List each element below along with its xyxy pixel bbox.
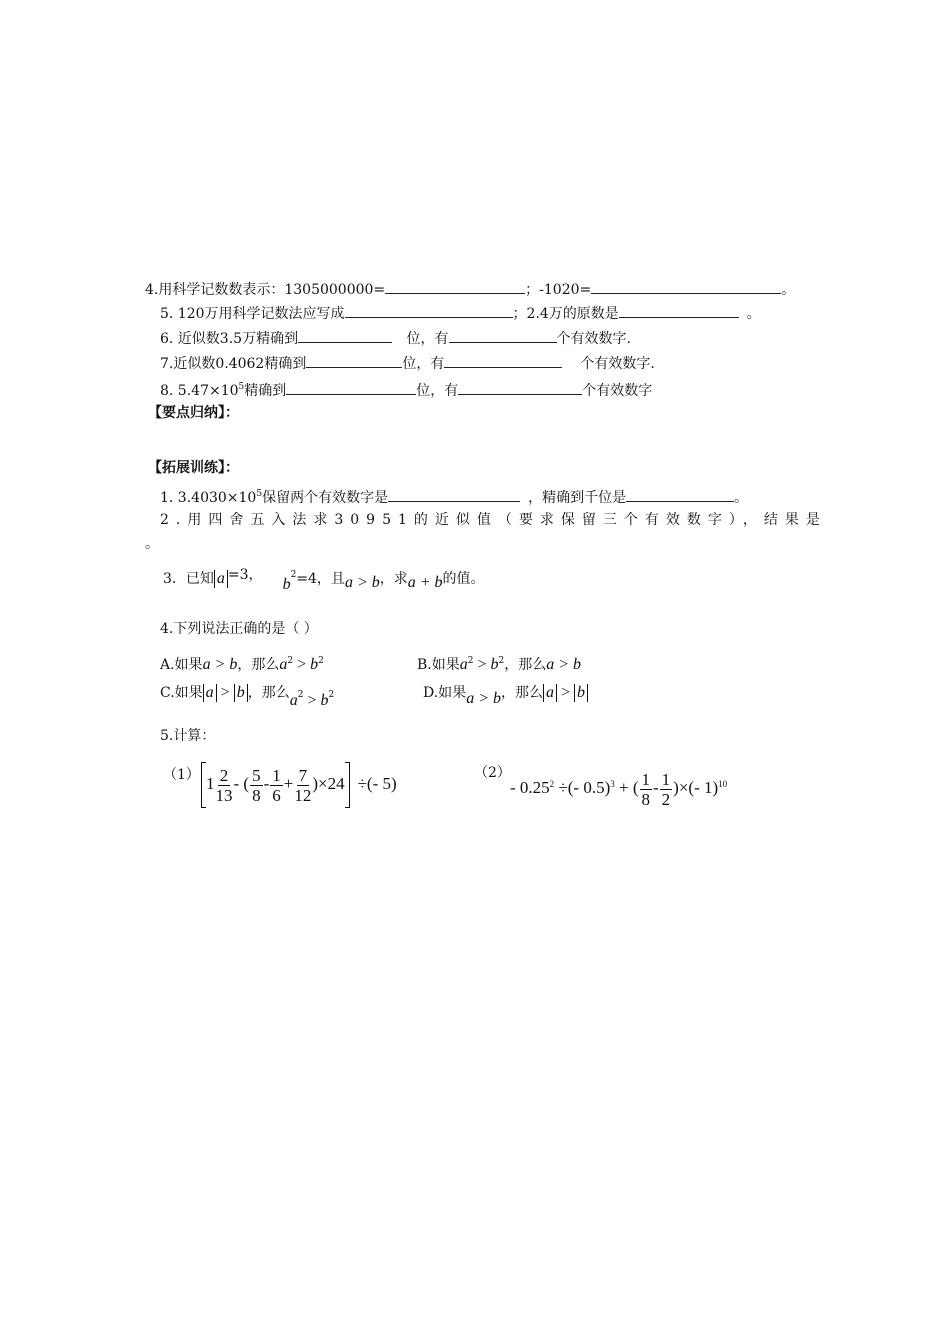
calc-2-expression [510, 760, 727, 812]
question-8 [160, 378, 652, 400]
calc-1-f2-den: 8 [252, 785, 261, 805]
option-b-square-1: 2 [467, 656, 474, 666]
option-d-label: D.如果 [423, 685, 467, 701]
option-c-abs-b: b [234, 684, 248, 702]
option-c-result-greater: > [303, 692, 321, 709]
e3-eq4: =4，且 [296, 571, 345, 587]
q7-mid: 位，有 [402, 356, 445, 372]
e1-text: 1. 3.4030×10 [160, 490, 257, 506]
extension-heading: 【拓展训练】： [148, 460, 239, 476]
option-c-label: C.如果 [160, 685, 203, 701]
calc-2-power: 10 [718, 779, 728, 789]
fraction-1-2 [660, 770, 673, 809]
q4-end: 。 [781, 282, 796, 298]
calc-1-tail: )×24 [312, 774, 345, 793]
extension-5: 5.计算： [160, 728, 216, 744]
calc-1-label: （1） [163, 767, 200, 783]
option-b-result: a > b [546, 656, 582, 673]
e3-ask: ，求 [379, 571, 408, 587]
option-b-square-2: 2 [498, 656, 505, 666]
option-b-greater: > [473, 656, 491, 673]
calc-1-divide: ÷(- 5) [357, 774, 397, 793]
option-c-abs-a: a [203, 684, 217, 702]
option-b-a: a [459, 656, 468, 673]
q4-text: 4.用科学记数数表示：1305000000= [145, 282, 386, 298]
calc-1-f2-num: 5 [252, 765, 261, 785]
extension-2-line1: 2.用四舍五入法求30951的近似值（要求保留三个有效数字），结果是 [160, 512, 827, 528]
calc-1-whole: 1 [206, 774, 215, 793]
fraction-2-13 [216, 766, 233, 805]
e1-blank-1[interactable] [388, 487, 520, 502]
option-b-then: ，那么 [504, 657, 547, 673]
calc-2-divide: ÷(- 0.5) [554, 778, 611, 797]
e3-end: 的值。 [442, 571, 485, 587]
calc-2-f2-den: 2 [661, 789, 671, 809]
q8-mid: 位，有 [416, 383, 459, 399]
option-c-result-a: a [289, 692, 298, 709]
fraction-1-6 [270, 766, 283, 805]
option-c-square-1: 2 [297, 690, 304, 700]
e3-label: 3．已知 [163, 571, 214, 587]
option-a-result-b: b [310, 656, 319, 673]
q8-rest: 精确到 [244, 383, 287, 399]
calc-1-f4-num: 7 [298, 765, 308, 785]
extension-4: 4.下列说法正确的是（ ） [160, 621, 318, 637]
option-c [160, 684, 334, 710]
e3-sum: a + b [407, 574, 443, 591]
extension-1 [160, 485, 748, 507]
option-a-label: A.如果 [160, 657, 203, 673]
calc-2-minus: - [653, 778, 659, 797]
right-bracket [345, 762, 350, 808]
abs-a: a [214, 570, 228, 588]
extension-3 [163, 566, 485, 594]
option-a-result-a: a [279, 656, 288, 673]
option-d-then: ，那么 [500, 685, 543, 701]
e3-square: 2 [290, 570, 297, 580]
calc-1-f3-den: 6 [272, 785, 281, 805]
q4-blank-2[interactable] [591, 279, 781, 294]
q6-end: 个有效数字. [556, 331, 631, 347]
summary-heading: 【要点归纳】： [148, 405, 239, 421]
option-c-result-b: b [320, 692, 329, 709]
option-a-condition: a > b [202, 656, 238, 673]
question-5 [160, 303, 761, 323]
q8-end: 个有效数字 [582, 383, 653, 399]
fraction-5-8 [250, 766, 263, 805]
q8-blank-2[interactable] [458, 380, 582, 395]
calc-2-square: 2 [549, 779, 555, 789]
q7-text: 7.近似数0.4062精确到 [160, 356, 307, 372]
calc-1-f4-den: 12 [294, 785, 312, 805]
option-c-square-2: 2 [328, 690, 335, 700]
option-a-square-1: 2 [287, 656, 294, 666]
q5-blank-1[interactable] [345, 303, 513, 318]
q7-blank-1[interactable] [306, 353, 402, 368]
calc-2-f1-den: 8 [641, 789, 650, 809]
q7-end: 个有效数字. [580, 356, 655, 372]
option-a-then: ，那么 [237, 657, 280, 673]
option-d-condition: a > b [466, 690, 501, 707]
q6-text: 6. 近似数3.5万精确到 [160, 331, 299, 347]
option-b-b: b [490, 656, 499, 673]
q4-blank-1[interactable] [385, 279, 525, 294]
option-a-square-2: 2 [318, 656, 324, 666]
e3-b: b [282, 576, 291, 593]
calc-2-lead: - 0.25 [510, 778, 550, 797]
q6-blank-1[interactable] [298, 328, 392, 343]
option-b [417, 652, 581, 674]
calc-1-minus-paren: - ( [233, 774, 250, 793]
calc-1-minus: - [263, 774, 270, 793]
e1-blank-2[interactable] [626, 487, 734, 502]
q5-end: 。 [746, 306, 761, 322]
calc-2-label: （2） [474, 765, 511, 781]
calc-2-cube: 3 [610, 779, 615, 789]
option-a [160, 652, 324, 674]
q5-mid: ；2.4万的原数是 [512, 306, 619, 322]
q7-blank-2[interactable] [444, 353, 562, 368]
calc-2-tail: )×(- 1) [673, 778, 719, 797]
option-c-greater: > [216, 684, 234, 701]
question-4 [145, 279, 795, 299]
e1-rest: 保留两个有效数字是 [262, 490, 389, 506]
q8-exponent: 5 [238, 382, 245, 392]
calc-2-plus-paren: + ( [614, 778, 639, 797]
calc-1-plus: + [283, 774, 294, 793]
calc-1-f3-num: 1 [272, 765, 281, 785]
option-d-abs-a: a [543, 684, 557, 702]
e1-mid: ，精确到千位是 [528, 490, 627, 506]
option-d-greater: > [556, 684, 575, 701]
q6-mid: 位，有 [402, 331, 449, 347]
q4-separator: ；-1020= [525, 282, 592, 298]
option-a-greater: > [293, 656, 311, 673]
calc-1-expression [201, 760, 397, 808]
q6-blank-2[interactable] [449, 328, 557, 343]
fraction-7-12 [294, 766, 311, 805]
q5-blank-2[interactable] [619, 303, 739, 318]
e1-end: 。 [734, 490, 749, 506]
calc-1-f1-den: 13 [215, 785, 233, 805]
e3-eq3: =3， [227, 567, 263, 583]
calc-2-f2-num: 1 [661, 769, 671, 789]
question-6 [160, 328, 631, 348]
option-d-abs-b: b [574, 684, 588, 702]
q8-text: 8. 5.47×10 [160, 383, 239, 399]
option-d [423, 684, 588, 708]
fraction-1-8 [640, 770, 653, 809]
option-b-label: B.如果 [417, 657, 460, 673]
q8-blank-1[interactable] [286, 380, 416, 395]
question-7 [160, 353, 655, 373]
q5-text: 5. 120万用科学记数法应写成 [160, 306, 345, 322]
e1-exponent: 5 [256, 489, 263, 499]
calc-1-f1-num: 2 [219, 765, 229, 785]
option-c-then: ，那么 [247, 685, 290, 701]
extension-2-line2: 。 [145, 536, 159, 552]
calc-2-f1-num: 1 [641, 769, 650, 789]
e3-condition: a > b [344, 574, 380, 591]
